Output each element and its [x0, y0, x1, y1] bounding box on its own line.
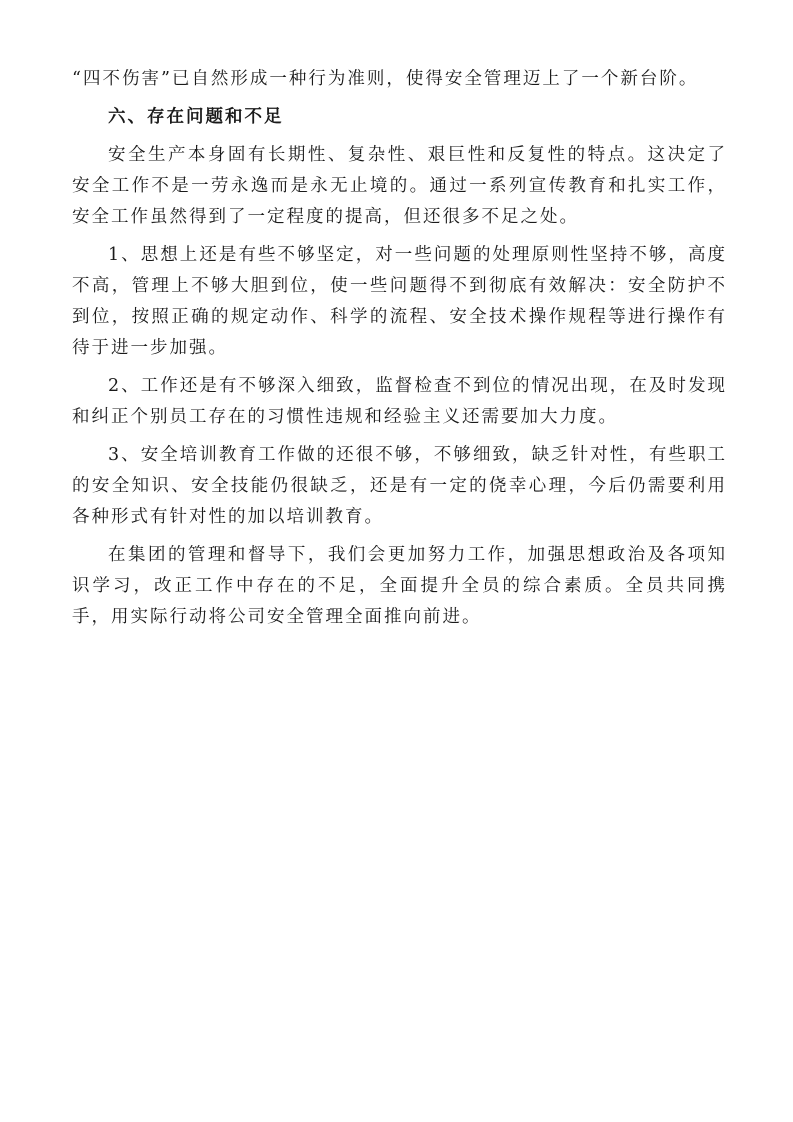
paragraph-issue-3: 3、安全培训教育工作做的还很不够，不够细致，缺乏针对性，有些职工的安全知识、安全技能仍很缺乏，还是有一定的侥幸心理，今后仍需要利用各种形式有针对性的加以培训教育。 [72, 445, 727, 527]
paragraph-issue-2: 2、工作还是有不够深入细致，监督检查不到位的情况出现，在及时发现和纠正个别员工存在的习惯性违规和经验主义还需要加大力度。 [72, 376, 727, 427]
section-heading: 六、存在问题和不足 [108, 107, 284, 127]
paragraph-intro: 安全生产本身固有长期性、复杂性、艰巨性和反复性的特点。这决定了安全工作不是一劳永逸而是永无止境的。通过一系列宣传教育和扎实工作，安全工作虽然得到了一定程度的提高，但还很多不足之处。 [72, 145, 727, 227]
paragraph-issue-1: 1、思想上还是有些不够坚定，对一些问题的处理原则性坚持不够，高度不高，管理上不够大胆到位，使一些问题得不到彻底有效解决：安全防护不到位，按照正确的规定动作、科学的流程、安全技术操作规程等进行操作有待于进一步加强。 [72, 245, 727, 358]
paragraph-conclusion: 在集团的管理和督导下，我们会更加努力工作，加强思想政治及各项知识学习，改正工作中存在的不足，全面提升全员的综合素质。全员共同携手，用实际行动将公司安全管理全面推向前进。 [72, 545, 727, 627]
opening-paragraph: “四不伤害”已自然形成一种行为准则，使得安全管理迈上了一个新台阶。 [72, 69, 699, 89]
document-body [72, 64, 727, 640]
